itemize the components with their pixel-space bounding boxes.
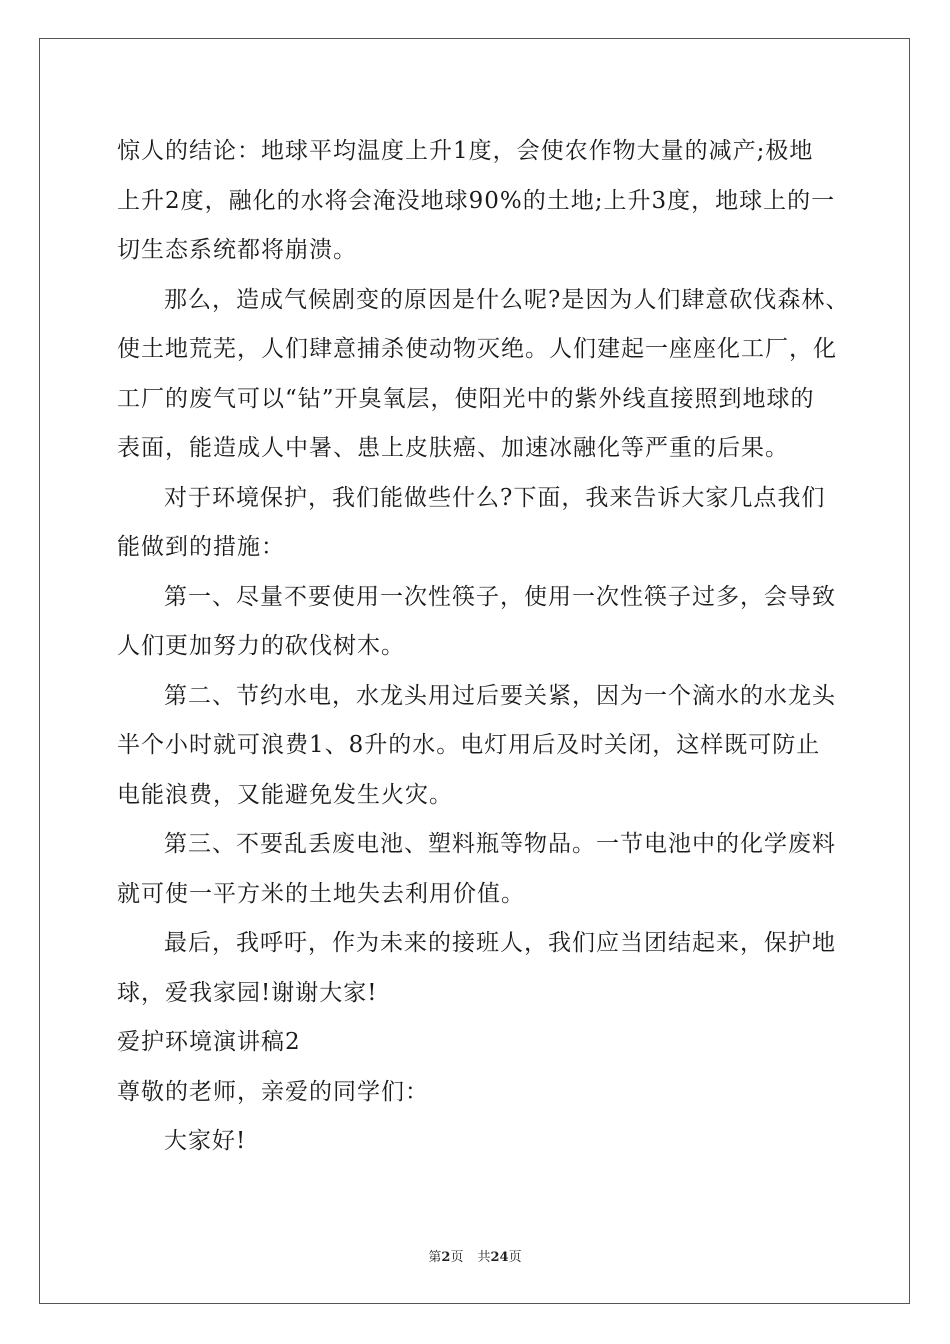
text-line: 那么，造成气候剧变的原因是什么呢?是因为人们肆意砍伐森林、 — [164, 286, 850, 313]
text-line: 上升2度，融化的水将会淹没地球90%的土地;上升3度，地球上的一 — [117, 187, 836, 214]
document-body — [117, 127, 850, 1167]
greeting: 大家好! — [164, 1128, 247, 1154]
text-line: 能做到的措施： — [117, 534, 285, 560]
total-pages: 24 — [490, 1250, 509, 1265]
text-line: 就可使一平方米的土地失去利用价值。 — [117, 880, 525, 907]
text-line: 球，爱我家园!谢谢大家! — [117, 979, 378, 1006]
total-prefix: 共 — [477, 1250, 491, 1265]
text-line: 人们更加努力的砍伐树木。 — [117, 633, 405, 659]
text-line: 切生态系统都将崩溃。 — [117, 237, 357, 263]
total-suffix: 页 — [508, 1250, 522, 1265]
text-line: 使土地荒芜，人们肆意捕杀使动物灭绝。人们建起一座座化工厂，化 — [117, 336, 837, 362]
text-line: 电能浪费，又能避免发生火灾。 — [117, 781, 453, 808]
text-line: 对于环境保护，我们能做些什么?下面，我来告诉大家几点我们 — [164, 484, 826, 511]
text-line: 半个小时就可浪费1、8升的水。电灯用后及时关闭，这样既可防止 — [117, 732, 821, 758]
page-footer — [0, 1248, 950, 1268]
page-number: 2 — [441, 1250, 451, 1265]
text-line: 最后，我呼吁，作为未来的接班人，我们应当团结起来，保护地 — [164, 930, 836, 956]
section-heading: 爱护环境演讲稿2 — [117, 1029, 301, 1055]
text-line: 工厂的废气可以“钻”开臭氧层，使阳光中的紫外线直接照到地球的 — [117, 385, 815, 412]
text-line: 第三、不要乱丢废电池、塑料瓶等物品。一节电池中的化学废料 — [164, 831, 836, 857]
text-line: 第一、尽量不要使用一次性筷子，使用一次性筷子过多，会导致 — [164, 583, 836, 610]
page-prefix: 第 — [428, 1250, 442, 1265]
text-line: 第二、节约水电，水龙头用过后要关紧，因为一个滴水的水龙头 — [164, 682, 836, 709]
salutation: 尊敬的老师，亲爱的同学们： — [117, 1078, 429, 1105]
text-line: 表面，能造成人中暑、患上皮肤癌、加速冰融化等严重的后果。 — [117, 435, 789, 461]
text-line: 惊人的结论：地球平均温度上升1度，会使农作物大量的减产;极地 — [117, 138, 814, 164]
page-suffix: 页 — [450, 1250, 464, 1265]
